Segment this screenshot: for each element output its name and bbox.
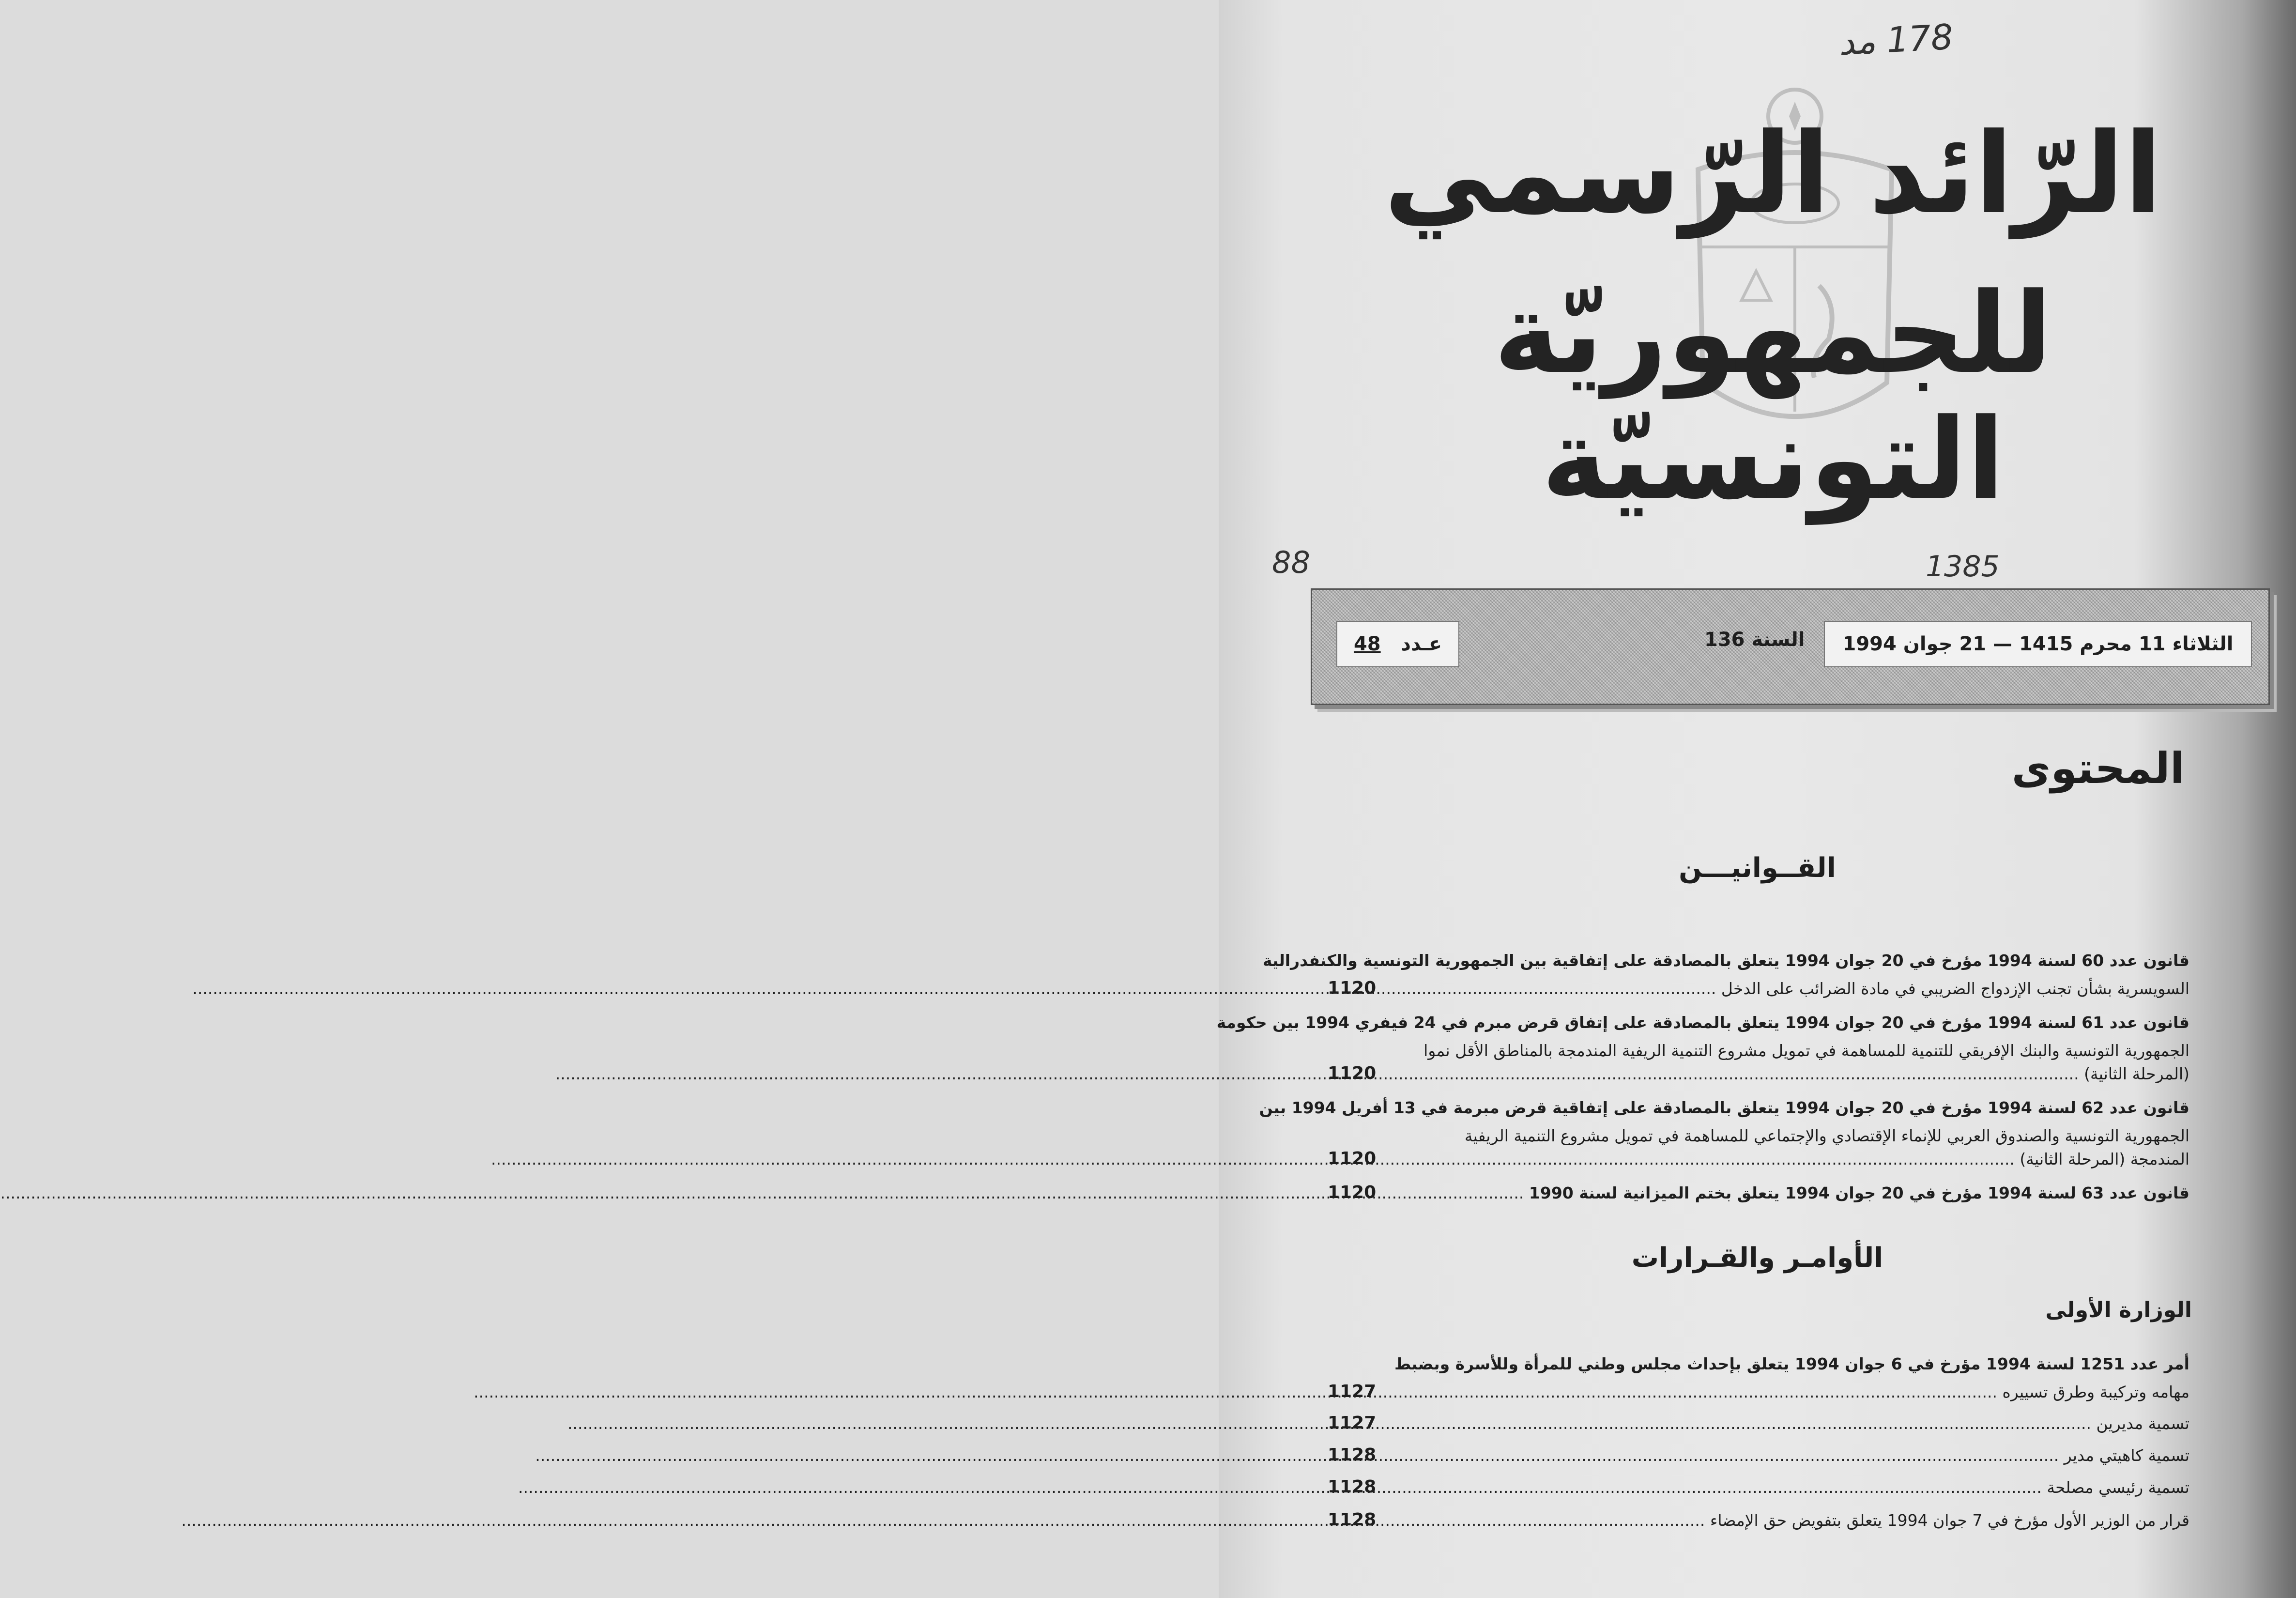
toc-page-number: 1128 xyxy=(1328,1477,1377,1497)
toc-line: تسمية رئيسي مصلحة ..... xyxy=(1374,1477,2189,1498)
toc-page-number: 1128 xyxy=(1328,1445,1377,1465)
toc-line: قانون عدد 63 لسنة 1994 مؤرخ في 20 جوان 1994 يتعلق بختم الميزانية لسنة 1990 ..... xyxy=(1374,1183,2189,1204)
toc-line: تسمية مديرين ..... xyxy=(1374,1413,2189,1434)
handwritten-note-top: 178 مد xyxy=(1837,16,1954,63)
toc-page-number: 1120 xyxy=(1328,978,1377,998)
toc-line: قرار من الوزير الأول مؤرخ في 7 جوان 1994 يتعلق بتفويض حق الإمضاء ..... xyxy=(1374,1510,2189,1531)
toc-line: تسمية كاهيتي مدير ..... xyxy=(1374,1445,2189,1466)
issue-year: السنة 136 xyxy=(1704,629,1805,651)
handwritten-note-left: 88 xyxy=(1272,545,1310,580)
handwritten-note-middle: 1385 xyxy=(1926,550,2000,584)
toc-line: الجمهورية التونسية والبنك الإفريقي للتنمية للمساهمة في تمويل مشروع التنمية الريفية المندمجة بالمناطق الأقل نموا xyxy=(1424,1041,2189,1060)
issue-number-box xyxy=(1336,621,1459,667)
toc-line: قانون عدد 61 لسنة 1994 مؤرخ في 20 جوان 1994 يتعلق بالمصادقة على إتفاق قرض مبرم في 24 فيفري 1994 بين حكومة xyxy=(1216,1013,2189,1032)
toc-line: قانون عدد 62 لسنة 1994 مؤرخ في 20 جوان 1994 يتعلق بالمصادقة على إتفاقية قرض مبرمة في 13 أفريل 1994 بين xyxy=(1259,1098,2189,1117)
toc-line: السويسرية بشأن تجنب الإزدواج الضريبي في مادة الضرائب على الدخل ..... xyxy=(1374,978,2189,999)
ministry-heading: الوزارة الأولى xyxy=(2045,1298,2192,1322)
toc-line: مهامه وتركيبة وطرق تسييره ..... xyxy=(1374,1382,2189,1403)
orders-heading: الأوامـر والقـرارات xyxy=(1631,1242,1883,1274)
issue-date: الثلاثاء 11 محرم 1415 — 21 جوان 1994 xyxy=(1824,621,2252,667)
toc-line: الجمهورية التونسية والصندوق العربي للإنماء الإقتصادي والإجتماعي للمساهمة في تمويل مشروع التنمية الريفية xyxy=(1464,1126,2189,1145)
toc-page-number: 1127 xyxy=(1328,1413,1377,1433)
toc-page-number: 1128 xyxy=(1328,1510,1377,1530)
toc-page-number: 1120 xyxy=(1328,1183,1377,1202)
issue-number-label: عـدد xyxy=(1401,633,1442,655)
toc-line: قانون عدد 60 لسنة 1994 مؤرخ في 20 جوان 1994 يتعلق بالمصادقة على إتفاقية بين الجمهورية التونسية والكنفدرالية xyxy=(1262,951,2189,970)
masthead-line-2: للجمهوريّة التونسيّة xyxy=(1493,269,2053,524)
laws-heading: القــوانيـــن xyxy=(1679,852,1836,884)
toc-line: المندمجة (المرحلة الثانية) ..... xyxy=(1374,1149,2189,1170)
toc-line: (المرحلة الثانية) ..... xyxy=(1374,1063,2189,1085)
contents-title: المحتوى xyxy=(2011,743,2185,793)
masthead-line-1: الرّائد الرّسمي xyxy=(1384,109,2162,239)
toc-page-number: 1127 xyxy=(1328,1382,1377,1401)
issue-header-band xyxy=(1311,588,2270,705)
toc-page-number: 1120 xyxy=(1328,1063,1377,1083)
toc-line: أمر عدد 1251 لسنة 1994 مؤرخ في 6 جوان 1994 يتعلق بإحداث مجلس وطني للمرأة وللأسرة وبضبط xyxy=(1394,1354,2189,1373)
issue-number: 48 xyxy=(1353,633,1381,655)
toc-page-number: 1120 xyxy=(1328,1149,1377,1168)
